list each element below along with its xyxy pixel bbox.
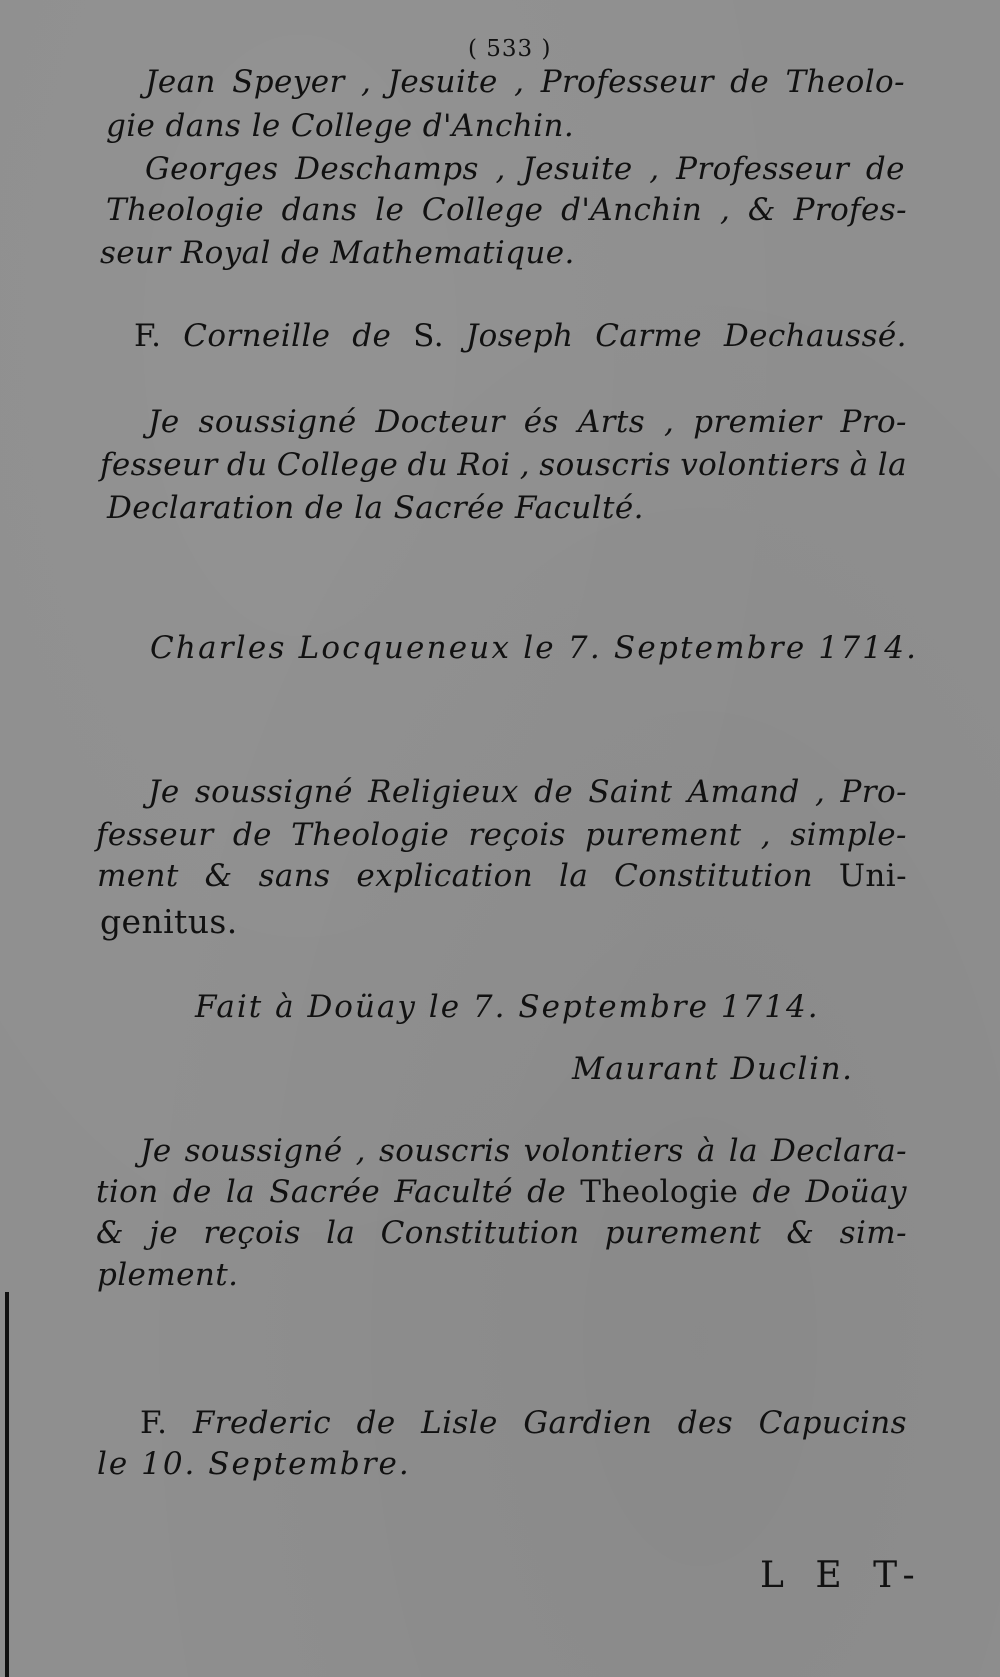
line-fait: Fait à Doüay le 7. Septembre 1714.: [195, 989, 820, 1025]
line-deschamps-3: seur Royal de Mathematique.: [100, 235, 575, 271]
page-edge-rule: [5, 1292, 9, 1677]
line-deschamps-1: Georges Deschamps , Jesuite , Professeur de: [145, 151, 905, 187]
line-religieux-1: Je soussigné Religieux de Saint Amand , Pro-: [148, 774, 907, 810]
line-deschamps-2: Theologie dans le College d'Anchin , & Profes-: [106, 192, 907, 228]
line-docteur-3: Declaration de la Sacrée Faculté.: [107, 490, 644, 526]
line-speyer-1: Jean Speyer , Jesuite , Professeur de Theolo-: [145, 64, 905, 100]
line-frederic-2: le 10. Septembre.: [97, 1446, 411, 1482]
line-declaration-4: plement.: [97, 1257, 239, 1293]
line-religieux-2: fesseur de Theologie reçois purement , simple-: [96, 817, 907, 853]
line-declaration-3: & je reçois la Constitution purement & sim-: [96, 1215, 907, 1251]
line-corneille: F. Corneille de S. Joseph Carme Dechaussé.: [134, 318, 907, 354]
line-frederic-1: F. Frederic de Lisle Gardien des Capucins: [140, 1405, 907, 1441]
line-religieux-3: ment & sans explication la Constitution Uni-: [97, 858, 907, 894]
line-religieux-4: genitus.: [100, 902, 238, 941]
line-speyer-2: gie dans le College d'Anchin.: [106, 108, 575, 144]
catchword: L E T-: [760, 1555, 925, 1596]
line-declaration-2: tion de la Sacrée Faculté de Theologie de Doüay: [96, 1174, 907, 1210]
page-folio: ( 533 ): [468, 36, 552, 62]
line-docteur-1: Je soussigné Docteur és Arts , premier Pro-: [148, 404, 907, 440]
signature-duclin: Maurant Duclin.: [572, 1051, 854, 1087]
line-declaration-1: Je soussigné , souscris volontiers à la Declara-: [140, 1133, 907, 1169]
line-docteur-2: fesseur du College du Roi , souscris volontiers à la: [100, 447, 907, 483]
line-locqueneux: Charles Locqueneux le 7. Septembre 1714.: [150, 630, 919, 666]
